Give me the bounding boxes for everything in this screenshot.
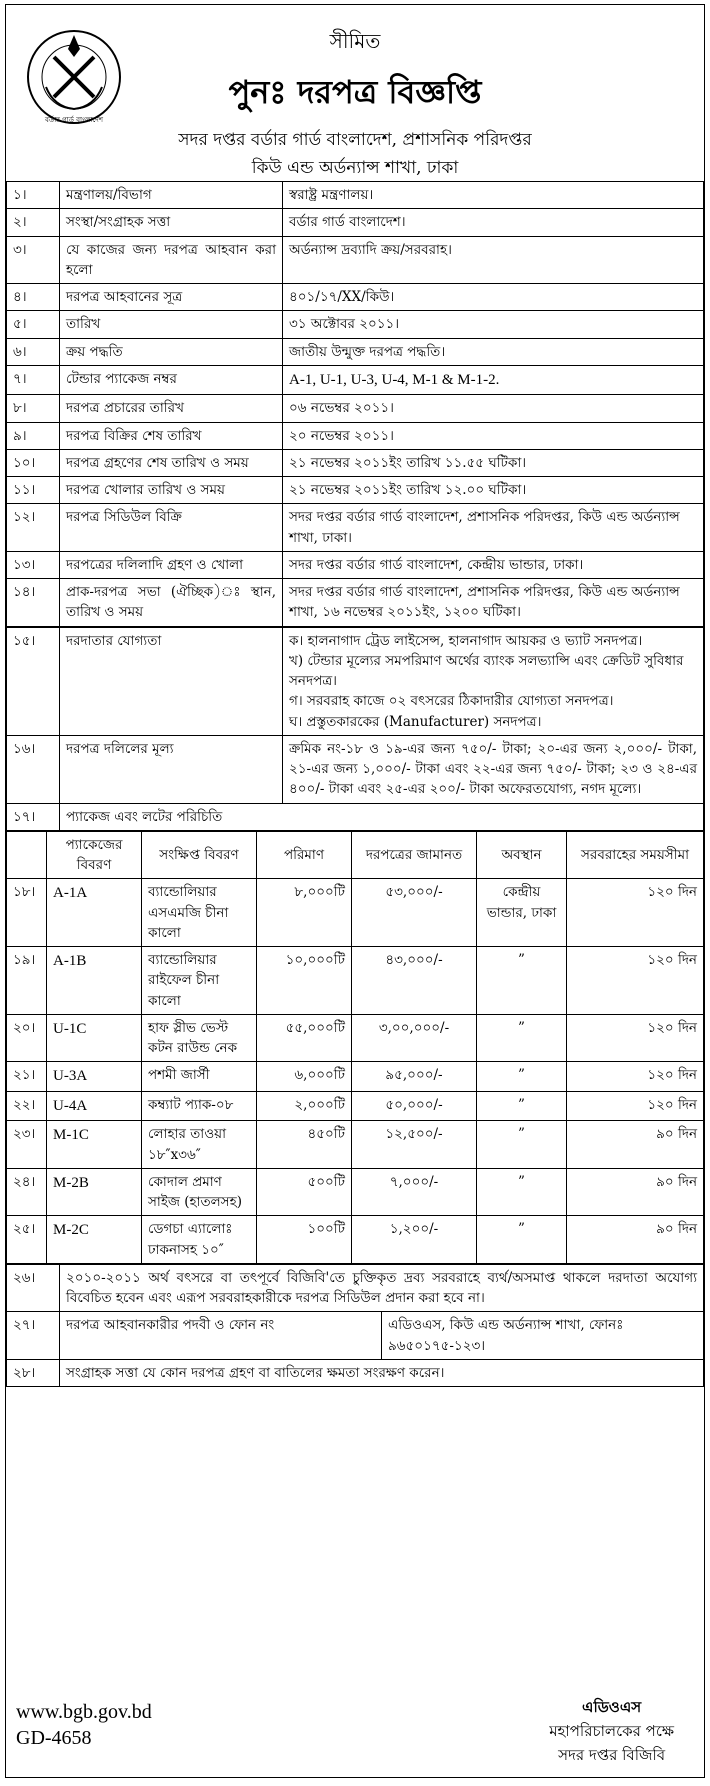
tender-notice: [5, 4, 705, 1778]
row-label: প্রাক-দরপত্র সভা (ঐচ্ছিক)ঃ স্থান, তারিখ ও সময়: [60, 579, 283, 627]
package-quantity: ১০,০০০টি: [257, 947, 352, 1015]
row-value: ২০ নভেম্বর ২০১১।: [283, 422, 704, 449]
note-text: সংগ্রাহক সত্তা যে কোন দরপত্র গ্রহণ বা বাতিলের ক্ষমতা সংরক্ষণ করেন।: [60, 1359, 704, 1386]
column-header: সরবরাহের সময়সীমা: [567, 831, 704, 879]
row-number: ২৬।: [7, 1264, 60, 1312]
restriction-label: সীমিত: [329, 29, 381, 53]
table-row: [7, 338, 704, 365]
package-quantity: ২,০০০টি: [257, 1091, 352, 1121]
package-location: ”: [477, 1121, 567, 1169]
package-location: ”: [477, 1168, 567, 1216]
package-quantity: ৮,০০০টি: [257, 879, 352, 947]
column-header: দরপত্রের জামানত: [352, 831, 477, 879]
package-description: পশমী জার্সী: [142, 1062, 257, 1092]
row-value: এডিওএস, কিউ এন্ড অর্ডন্যান্স শাখা, ফোনঃ ৯৬৫০১৭৫-১২৩।: [382, 1312, 704, 1360]
details-table: [6, 181, 704, 627]
row-label: মন্ত্রণালয়/বিভাগ: [60, 182, 283, 209]
signatory-title: এডিওএস: [582, 1698, 642, 1716]
row-label: দরপত্রের দলিলাদি গ্রহণ ও খোলা: [60, 551, 283, 578]
package-security: ৪৩,০০০/-: [352, 947, 477, 1015]
table-row: [7, 449, 704, 476]
package-code: M-2C: [47, 1216, 142, 1264]
row-number: ৮।: [7, 395, 60, 422]
package-quantity: ৫৫,০০০টি: [257, 1014, 352, 1062]
row-label: দরপত্র আহবানকারীর পদবী ও ফোন নং: [60, 1312, 382, 1360]
packages-title: প্যাকেজ এবং লটের পরিচিতি: [60, 803, 704, 830]
package-security: ১,২০০/-: [352, 1216, 477, 1264]
table-row: [7, 209, 704, 236]
package-description: ব্যান্ডোলিয়ার রাইফেল চীনা কালো: [142, 947, 257, 1015]
package-security: ৯৫,০০০/-: [352, 1062, 477, 1092]
row-label: দরপত্র বিক্রির শেষ তারিখ: [60, 422, 283, 449]
row-label: দরপত্র দলিলের মূল্য: [60, 735, 283, 803]
row-value: ০৬ নভেম্বর ২০১১।: [283, 395, 704, 422]
table-row: [7, 1121, 704, 1169]
package-location: ”: [477, 1014, 567, 1062]
row-label: যে কাজের জন্য দরপত্র আহবান করা হলো: [60, 236, 283, 284]
table-row: [7, 735, 704, 803]
row-number: ৫।: [7, 311, 60, 338]
page-title: পুনঃ দরপত্র বিজ্ঞপ্তি: [228, 73, 482, 111]
row-number: ১।: [7, 182, 60, 209]
row-number: ২৭।: [7, 1312, 60, 1360]
row-number: ১৮।: [7, 879, 47, 947]
office-line: সদর দপ্তর বর্ডার গার্ড বাংলাদেশ, প্রশাসনিক পরিদপ্তর: [178, 130, 532, 150]
row-number: ৬।: [7, 338, 60, 365]
table-row: [7, 1168, 704, 1216]
row-label: ক্রয় পদ্ধতি: [60, 338, 283, 365]
package-description: ডেগচা এ্যালোঃ ঢাকনাসহ ১০″: [142, 1216, 257, 1264]
row-number: ১৩।: [7, 551, 60, 578]
column-header: অবস্থান: [477, 831, 567, 879]
gd-code: GD-4658: [16, 1727, 92, 1749]
package-delivery-time: ৯০ দিন: [567, 1121, 704, 1169]
table-row: [7, 236, 704, 284]
table-row: [7, 879, 704, 947]
table-row: [7, 627, 704, 735]
package-delivery-time: ১২০ দিন: [567, 947, 704, 1015]
package-delivery-time: ১২০ দিন: [567, 1062, 704, 1092]
row-number: ৭।: [7, 365, 60, 395]
row-value: স্বরাষ্ট্র মন্ত্রণালয়।: [283, 182, 704, 209]
row-number: ২৪।: [7, 1168, 47, 1216]
row-number: ২১।: [7, 1062, 47, 1092]
table-row: [7, 803, 704, 830]
table-row: [7, 422, 704, 449]
row-number: ২।: [7, 209, 60, 236]
row-value: ২১ নভেম্বর ২০১১ইং তারিখ ১১.৫৫ ঘটিকা।: [283, 449, 704, 476]
row-number: ২৫।: [7, 1216, 47, 1264]
row-number: ২২।: [7, 1091, 47, 1121]
package-code: A-1A: [47, 879, 142, 947]
row-number: ১৬।: [7, 735, 60, 803]
package-security: ৩,০০,০০০/-: [352, 1014, 477, 1062]
row-number: ২৮।: [7, 1359, 60, 1386]
column-header: প্যাকেজের বিবরণ: [47, 831, 142, 879]
row-value: ২১ নভেম্বর ২০১১ইং তারিখ ১২.০০ ঘটিকা।: [283, 477, 704, 504]
package-description: কোদাল প্রমাণ সাইজ (হাতলসহ): [142, 1168, 257, 1216]
row-value: বর্ডার গার্ড বাংলাদেশ।: [283, 209, 704, 236]
row-value: [283, 627, 704, 735]
package-code: A-1B: [47, 947, 142, 1015]
row-label: টেন্ডার প্যাকেজ নম্বর: [60, 365, 283, 395]
row-label: দরপত্র সিডিউল বিক্রি: [60, 504, 283, 552]
row-value: ক্রমিক নং-১৮ ও ১৯-এর জন্য ৭৫০/- টাকা; ২০-এর জন্য ২,০০০/- টাকা, ২১-এর জন্য ১,০০০/- টাকা এবং ২২-এর জন্য ৭৫০/- টাকা; ২৩ ও ২৪-এর ৪০০/- টাকা এবং ২৫-এর ২০০/- টাকা অফেরতযোগ্য, নগদ মূল্যে।: [283, 735, 704, 803]
note-text: ২০১০-২০১১ অর্থ বৎসরে বা তৎপূর্বে বিজিবি'তে চুক্তিকৃত দ্রব্য সরবরাহে ব্যর্থ/অসমাপ্ত থাকলে দরদাতা অযোগ্য বিবেচিত হবেন এবং এরূপ সরবরাহকারীকে দরপত্র সিডিউল প্রদান করা হবে না।: [60, 1264, 704, 1312]
row-label: তারিখ: [60, 311, 283, 338]
row-number: ৪।: [7, 284, 60, 311]
footer-left: [16, 1699, 152, 1751]
row-value: জাতীয় উন্মুক্ত দরপত্র পদ্ধতি।: [283, 338, 704, 365]
package-code: U-1C: [47, 1014, 142, 1062]
table-row: [7, 1312, 704, 1360]
row-value: সদর দপ্তর বর্ডার গার্ড বাংলাদেশ, কেন্দ্রীয় ভান্ডার, ঢাকা।: [283, 551, 704, 578]
row-number: ১৫।: [7, 627, 60, 735]
package-location: ”: [477, 1216, 567, 1264]
row-value: সদর দপ্তর বর্ডার গার্ড বাংলাদেশ, প্রশাসনিক পরিদপ্তর, কিউ এন্ড অর্ডন্যান্স শাখা, ঢাকা।: [283, 504, 704, 552]
table-row: [7, 477, 704, 504]
row-value: A-1, U-1, U-3, U-4, M-1 & M-1-2.: [283, 365, 704, 395]
package-location: ”: [477, 947, 567, 1015]
eligibility-item: ক। হালনাগাদ ট্রেড লাইসেন্স, হালনাগাদ আয়কর ও ভ্যাট সনদপত্র।: [289, 632, 643, 649]
signatory-line: সদর দপ্তর বিজিবি: [558, 1746, 666, 1764]
table-row: [7, 504, 704, 552]
signature-block: [549, 1695, 674, 1767]
notice-header: [6, 5, 704, 181]
table-row: [7, 284, 704, 311]
package-code: M-1C: [47, 1121, 142, 1169]
branch-line: কিউ এন্ড অর্ডন্যান্স শাখা, ঢাকা: [251, 158, 459, 178]
row-number: ১৯।: [7, 947, 47, 1015]
eligibility-item: গ। সরবরাহ কাজে ০২ বৎসরের ঠিকাদারীর যোগ্যতা সনদপত্র।: [289, 693, 614, 710]
row-value: ৩১ অক্টোবর ২০১১।: [283, 311, 704, 338]
row-number: ১০।: [7, 449, 60, 476]
row-label: দরপত্র আহবানের সূত্র: [60, 284, 283, 311]
row-label: সংস্থা/সংগ্রাহক সত্তা: [60, 209, 283, 236]
table-row: [7, 365, 704, 395]
table-row: [7, 947, 704, 1015]
table-row: [7, 311, 704, 338]
table-row: [7, 1216, 704, 1264]
package-description: ব্যান্ডোলিয়ার এসএমজি চীনা কালো: [142, 879, 257, 947]
package-delivery-time: ৯০ দিন: [567, 1216, 704, 1264]
package-code: U-3A: [47, 1062, 142, 1092]
row-number: ২০।: [7, 1014, 47, 1062]
package-description: কম্ব্যাট প্যাক-০৮: [142, 1091, 257, 1121]
package-code: M-2B: [47, 1168, 142, 1216]
notes-table: [6, 1264, 704, 1387]
row-number: ২৩।: [7, 1121, 47, 1169]
package-quantity: ৪৫০টি: [257, 1121, 352, 1169]
table-row: [7, 182, 704, 209]
row-number: ৩।: [7, 236, 60, 284]
package-quantity: ৫০০টি: [257, 1168, 352, 1216]
notice-footer: [6, 1687, 704, 1777]
eligibility-item: খ) টেন্ডার মূল্যের সমপরিমাণ অর্থের ব্যাংক সলভ্যান্সি এবং ক্রেডিট সুবিধার সনদপত্র।: [289, 652, 684, 689]
package-delivery-time: ১২০ দিন: [567, 1091, 704, 1121]
table-row: [7, 1359, 704, 1386]
package-delivery-time: ১২০ দিন: [567, 879, 704, 947]
package-delivery-time: ৯০ দিন: [567, 1168, 704, 1216]
row-label: দরদাতার যোগ্যতা: [60, 627, 283, 735]
row-value: ৪০১/১৭/XX/কিউ।: [283, 284, 704, 311]
package-security: ১২,৫০০/-: [352, 1121, 477, 1169]
row-value: সদর দপ্তর বর্ডার গার্ড বাংলাদেশ, প্রশাসনিক পরিদপ্তর, কিউ এন্ড অর্ডন্যান্স শাখা, ১৬ নভেম্বর ২০১১ইং, ১২০০ ঘটিকা।: [283, 579, 704, 627]
column-header: পরিমাণ: [257, 831, 352, 879]
package-description: হাফ স্লীভ ভেস্ট কটন রাউন্ড নেক: [142, 1014, 257, 1062]
eligibility-item: ঘ। প্রস্তুতকারকের (Manufacturer) সনদপত্র।: [289, 713, 542, 730]
package-quantity: ৬,০০০টি: [257, 1062, 352, 1092]
row-label: দরপত্র প্রচারের তারিখ: [60, 395, 283, 422]
row-label: দরপত্র খোলার তারিখ ও সময়: [60, 477, 283, 504]
signatory-line: মহাপরিচালকের পক্ষে: [549, 1722, 674, 1740]
package-delivery-time: ১২০ দিন: [567, 1014, 704, 1062]
row-number: ১৭।: [7, 803, 60, 830]
table-row: [7, 551, 704, 578]
table-row: [7, 1062, 704, 1092]
package-description: লোহার তাওয়া ১৮″x৩৬″: [142, 1121, 257, 1169]
emblem-text: বর্ডার গার্ড বাংলাদেশ: [45, 116, 103, 124]
table-row: [7, 1091, 704, 1121]
row-number: ১১।: [7, 477, 60, 504]
row-number: ১৪।: [7, 579, 60, 627]
package-security: ৫০,০০০/-: [352, 1091, 477, 1121]
packages-header-row: [7, 831, 704, 879]
table-row: [7, 579, 704, 627]
package-location: ”: [477, 1062, 567, 1092]
table-row: [7, 1014, 704, 1062]
row-value: অর্ডন্যান্স দ্রব্যাদি ক্রয়/সরবরাহ।: [283, 236, 704, 284]
package-code: U-4A: [47, 1091, 142, 1121]
row-label: দরপত্র গ্রহণের শেষ তারিখ ও সময়: [60, 449, 283, 476]
row-number: ৯।: [7, 422, 60, 449]
column-header: সংক্ষিপ্ত বিবরণ: [142, 831, 257, 879]
package-location: ”: [477, 1091, 567, 1121]
table-row: [7, 1264, 704, 1312]
eligibility-table: [6, 627, 704, 831]
package-security: ৫৩,০০০/-: [352, 879, 477, 947]
package-security: ৭,০০০/-: [352, 1168, 477, 1216]
packages-table: [6, 831, 704, 1264]
package-quantity: ১০০টি: [257, 1216, 352, 1264]
website-link[interactable]: www.bgb.gov.bd: [16, 1701, 152, 1723]
row-number: ১২।: [7, 504, 60, 552]
package-location: কেন্দ্রীয় ভান্ডার, ঢাকা: [477, 879, 567, 947]
table-row: [7, 395, 704, 422]
